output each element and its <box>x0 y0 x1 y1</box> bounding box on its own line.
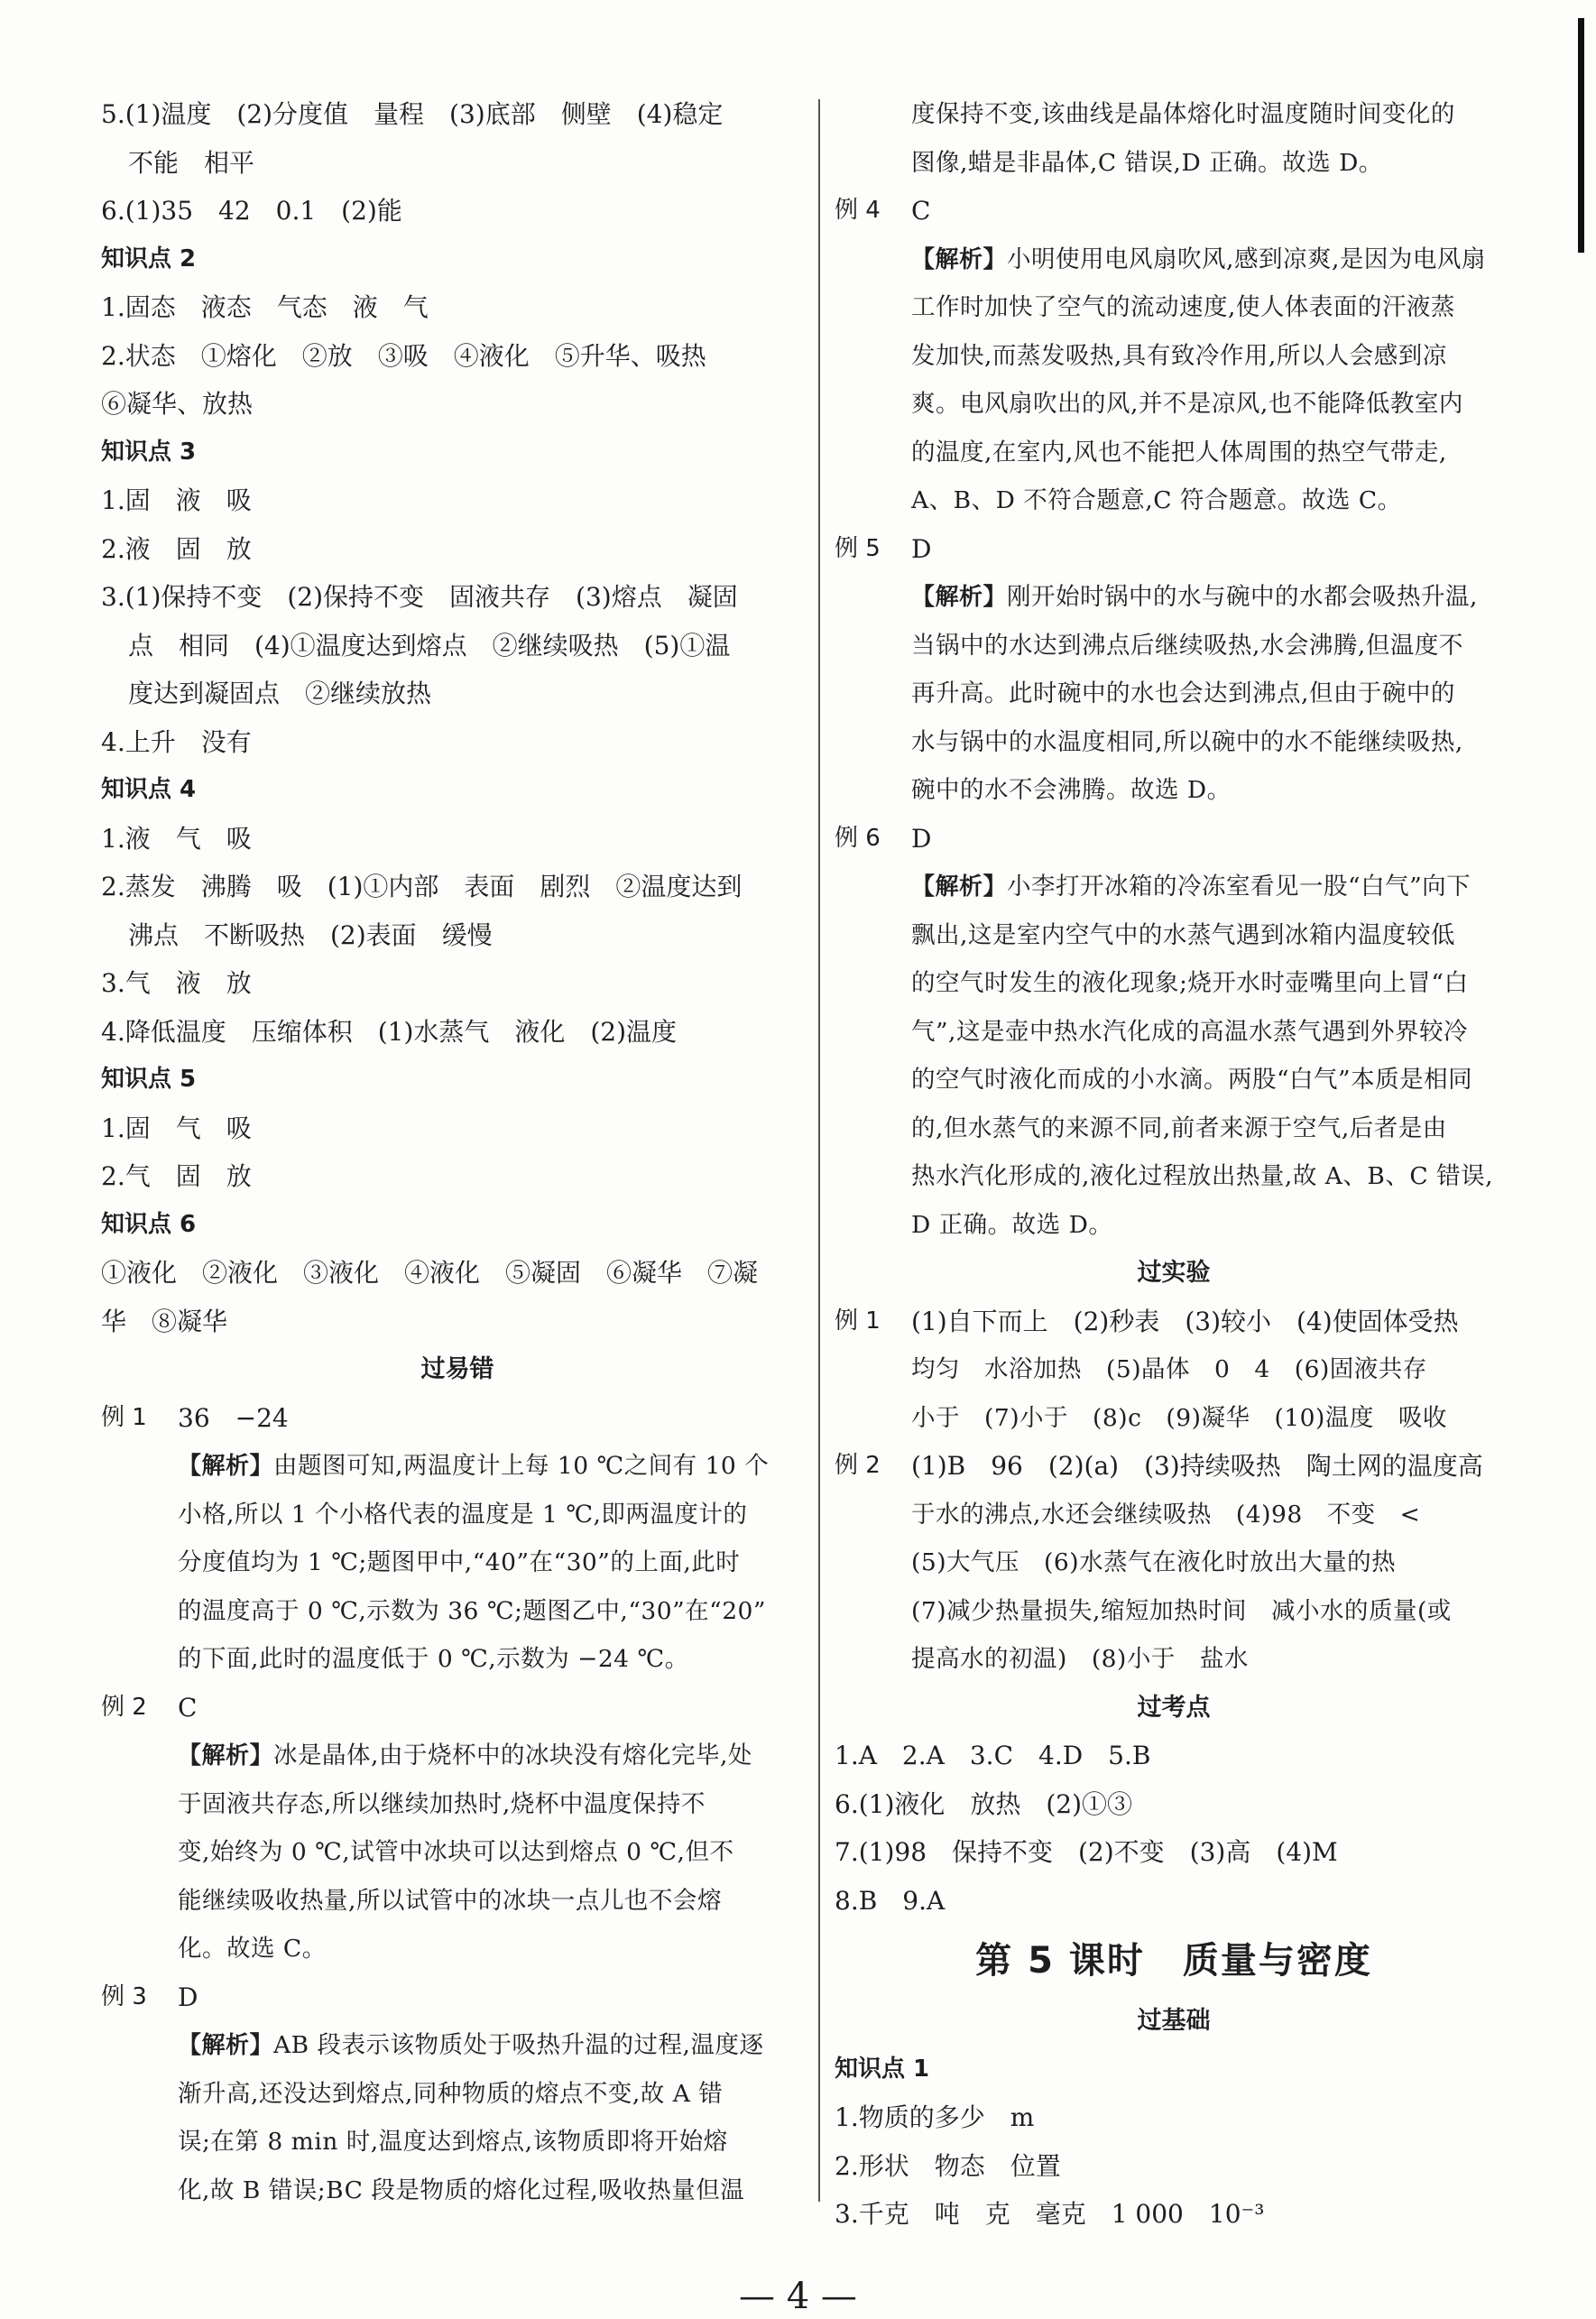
analysis-line: (5)大气压 (6)水蒸气在液化时放出大量的热 <box>911 1548 1397 1576</box>
answer-line: 1.物质的多少 m <box>835 2102 1035 2132</box>
example-label: 例 1 <box>101 1403 147 1431</box>
analysis-line: 的温度高于 0 ℃,示数为 36 ℃;题图乙中,“30”在“20” <box>178 1596 766 1625</box>
analysis-line: 渐升高,还没达到熔点,同种物质的熔点不变,故 A 错 <box>178 2079 724 2108</box>
analysis-line: 均匀 水浴加热 (5)晶体 0 4 (6)固液共存 <box>911 1355 1427 1383</box>
answer-continuation: 度达到凝固点 ②继续放热 <box>128 679 432 708</box>
analysis-text: 刚开始时锅中的水与碗中的水都会吸热升温, <box>1007 583 1478 611</box>
answer-line: 1.固态 液态 气态 液 气 <box>101 292 429 322</box>
example-label: 例 1 <box>835 1307 881 1335</box>
answer-line: 3.气 液 放 <box>101 968 252 998</box>
answer-line: 华 ⑧凝华 <box>101 1306 228 1336</box>
example-answer: (1)自下而上 (2)秒表 (3)较小 (4)使固体受热 <box>911 1306 1459 1336</box>
right-column <box>835 90 1513 2239</box>
edge-bar <box>1578 18 1584 253</box>
analysis-tag: 【解析】 <box>911 584 1008 611</box>
analysis-line: 热水汽化形成的,液化过程放出热量,故 A、B、C 错误, <box>911 1162 1494 1190</box>
subsection-title: 过考点 <box>1137 1693 1211 1722</box>
analysis-line: 飘出,这是室内空气中的水蒸气遇到冰箱内温度较低 <box>911 920 1455 949</box>
analysis-line <box>835 236 1513 284</box>
analysis-line: 气”,这是壶中热水汽化成的高温水蒸气遇到外界较冷 <box>911 1017 1468 1046</box>
analysis-line: D 正确。故选 D。 <box>911 1210 1113 1239</box>
example-label: 例 2 <box>101 1693 147 1721</box>
answer-line: 2.液 固 放 <box>101 533 252 564</box>
example-answer: C <box>911 196 931 226</box>
left-column <box>101 90 814 2214</box>
example-line <box>101 1394 814 1443</box>
answer-line: ⑥凝华、放热 <box>101 389 254 419</box>
analysis-text: 由题图可知,两温度计上每 10 ℃之间有 10 个 <box>273 1452 770 1480</box>
analysis-line: A、B、D 不符合题意,C 符合题意。故选 C。 <box>911 486 1402 514</box>
analysis-text: 小李打开冰箱的冷冻室看见一股“白气”向下 <box>1007 873 1471 901</box>
analysis-tag: 【解析】 <box>911 873 1008 901</box>
example-label: 例 3 <box>101 1982 147 2010</box>
analysis-line <box>101 1732 814 1780</box>
analysis-line: 变,始终为 0 ℃,试管中冰块可以达到熔点 0 ℃,但不 <box>178 1838 734 1866</box>
example-line <box>835 1442 1513 1491</box>
section-heading: 知识点 2 <box>101 245 197 273</box>
answer-line: 1.液 气 吸 <box>101 823 252 854</box>
analysis-line: 化。故选 C。 <box>178 1935 327 1963</box>
answer-continuation: 点 相同 (4)①温度达到熔点 ②继续吸热 (5)①温 <box>128 630 731 661</box>
analysis-line: 的空气时液化而成的小水滴。两股“白气”本质是相同 <box>911 1066 1473 1094</box>
analysis-line: 的温度,在室内,风也不能把人体周围的热空气带走, <box>911 438 1447 467</box>
answer-line: 1.固 液 吸 <box>101 485 252 515</box>
answer-line: 2.气 固 放 <box>101 1161 252 1191</box>
example-label: 例 6 <box>835 824 881 852</box>
answer-line: 6.(1)液化 放热 (2)①③ <box>835 1788 1133 1819</box>
example-line <box>101 1684 814 1732</box>
analysis-line: 化,故 B 错误;BC 段是物质的熔化过程,吸收热量但温 <box>178 2176 745 2204</box>
example-label: 例 4 <box>835 197 881 224</box>
analysis-line: 误;在第 8 min 时,温度达到熔点,该物质即将开始熔 <box>178 2128 728 2156</box>
section-heading: 知识点 5 <box>101 1066 197 1093</box>
answer-line: 1.A 2.A 3.C 4.D 5.B <box>835 1741 1151 1770</box>
answer-line: 2.蒸发 沸腾 吸 (1)①内部 表面 剧烈 ②温度达到 <box>101 872 743 901</box>
analysis-line: 工作时加快了空气的流动速度,使人体表面的汗液蒸 <box>911 293 1455 321</box>
subsection-title: 过实验 <box>1137 1259 1211 1287</box>
analysis-line <box>101 1442 814 1491</box>
example-line <box>101 1973 814 2022</box>
answer-line: 3.千克 吨 克 毫克 1 000 10⁻³ <box>835 2199 1265 2229</box>
section-heading: 知识点 1 <box>835 2055 930 2083</box>
analysis-line: 小格,所以 1 个小格代表的温度是 1 ℃,即两温度计的 <box>178 1500 748 1529</box>
example-answer: D <box>911 823 932 854</box>
page-number: — 4 — <box>739 2276 857 2317</box>
example-answer: D <box>178 1982 198 2012</box>
example-answer: 36 −24 <box>178 1402 289 1433</box>
answer-line: 2.形状 物态 位置 <box>835 2150 1061 2181</box>
analysis-line: 的,但水蒸气的来源不同,前者来源于空气,后者是由 <box>911 1113 1447 1142</box>
answer-line: 4.降低温度 压缩体积 (1)水蒸气 液化 (2)温度 <box>101 1016 678 1047</box>
section-heading: 知识点 4 <box>101 776 197 803</box>
analysis-text: 小明使用电风扇吹风,感到凉爽,是因为电风扇 <box>1007 245 1486 273</box>
section-heading: 知识点 6 <box>101 1210 197 1238</box>
analysis-line: (7)减少热量损失,缩短加热时间 减小水的质量(或 <box>911 1596 1452 1625</box>
analysis-line <box>835 863 1513 911</box>
analysis-line: 能继续吸收热量,所以试管中的冰块一点儿也不会熔 <box>178 1886 722 1915</box>
answer-line: 6.(1)35 42 0.1 (2)能 <box>101 196 402 226</box>
analysis-tag: 【解析】 <box>178 1742 274 1769</box>
answer-line: 3.(1)保持不变 (2)保持不变 固液共存 (3)熔点 凝固 <box>101 582 738 612</box>
analysis-text: AB 段表示该物质处于吸热升温的过程,温度逐 <box>273 2031 764 2059</box>
analysis-line: 提高水的初温) (8)小于 盐水 <box>911 1645 1249 1673</box>
example-answer: D <box>911 533 932 564</box>
answer-line: 5.(1)温度 (2)分度值 量程 (3)底部 侧壁 (4)稳定 <box>101 99 724 129</box>
column-divider <box>818 99 820 2202</box>
example-line <box>835 815 1513 864</box>
example-line <box>835 525 1513 574</box>
answer-line: 7.(1)98 保持不变 (2)不变 (3)高 (4)M <box>835 1837 1338 1867</box>
subsection-title: 过基础 <box>1137 2007 1211 2035</box>
analysis-line: 碗中的水不会沸腾。故选 D。 <box>911 776 1232 804</box>
analysis-text: 冰是晶体,由于烧杯中的冰块没有熔化完毕,处 <box>273 1742 752 1769</box>
answer-line: 8.B 9.A <box>835 1885 946 1916</box>
subsection-title: 过易错 <box>420 1355 494 1383</box>
example-label: 例 2 <box>835 1452 881 1479</box>
analysis-line: 小于 (7)小于 (8)c (9)凝华 (10)温度 吸收 <box>911 1403 1447 1432</box>
example-line <box>835 187 1513 236</box>
lesson-title: 第 5 课时 质量与密度 <box>975 1940 1372 1982</box>
answer-continuation: 沸点 不断吸热 (2)表面 缓慢 <box>128 919 493 950</box>
analysis-line: 度保持不变,该曲线是晶体熔化时温度随时间变化的 <box>911 100 1455 128</box>
analysis-line: 发加快,而蒸发吸热,具有致冷作用,所以人会感到凉 <box>911 341 1447 370</box>
example-answer: C <box>178 1692 198 1723</box>
example-line <box>835 1298 1513 1346</box>
analysis-line: 于固液共存态,所以继续加热时,烧杯中温度保持不 <box>178 1789 706 1818</box>
analysis-line: 水与锅中的水温度相同,所以碗中的水不能继续吸热, <box>911 727 1463 756</box>
analysis-line: 图像,蜡是非晶体,C 错误,D 正确。故选 D。 <box>911 148 1383 177</box>
analysis-line: 爽。电风扇吹出的风,并不是凉风,也不能降低教室内 <box>911 390 1463 418</box>
analysis-line: 的下面,此时的温度低于 0 ℃,示数为 −24 ℃。 <box>178 1645 689 1673</box>
analysis-line: 当锅中的水达到沸点后继续吸热,水会沸腾,但温度不 <box>911 631 1463 660</box>
example-label: 例 5 <box>835 534 881 562</box>
analysis-tag: 【解析】 <box>178 1453 274 1480</box>
answer-line: ①液化 ②液化 ③液化 ④液化 ⑤凝固 ⑥凝华 ⑦凝 <box>101 1258 759 1288</box>
analysis-line <box>835 573 1513 622</box>
analysis-tag: 【解析】 <box>178 2032 274 2059</box>
section-heading: 知识点 3 <box>101 438 197 466</box>
answer-line: 1.固 气 吸 <box>101 1113 252 1143</box>
example-answer: (1)B 96 (2)(a) (3)持续吸热 陶土网的温度高 <box>911 1451 1483 1481</box>
analysis-line: 于水的沸点,水还会继续吸热 (4)98 不变 < <box>911 1500 1421 1529</box>
analysis-line <box>101 2021 814 2070</box>
analysis-line: 分度值均为 1 ℃;题图甲中,“40”在“30”的上面,此时 <box>178 1548 741 1576</box>
analysis-line: 再升高。此时碗中的水也会达到沸点,但由于碗中的 <box>911 679 1455 707</box>
answer-line: 2.状态 ①熔化 ②放 ③吸 ④液化 ⑤升华、吸热 <box>101 340 706 371</box>
analysis-tag: 【解析】 <box>911 245 1008 273</box>
answer-line: 4.上升 没有 <box>101 726 252 757</box>
analysis-line: 的空气时发生的液化现象;烧开水时壶嘴里向上冒“白 <box>911 969 1469 997</box>
answer-continuation: 不能 相平 <box>128 147 255 178</box>
